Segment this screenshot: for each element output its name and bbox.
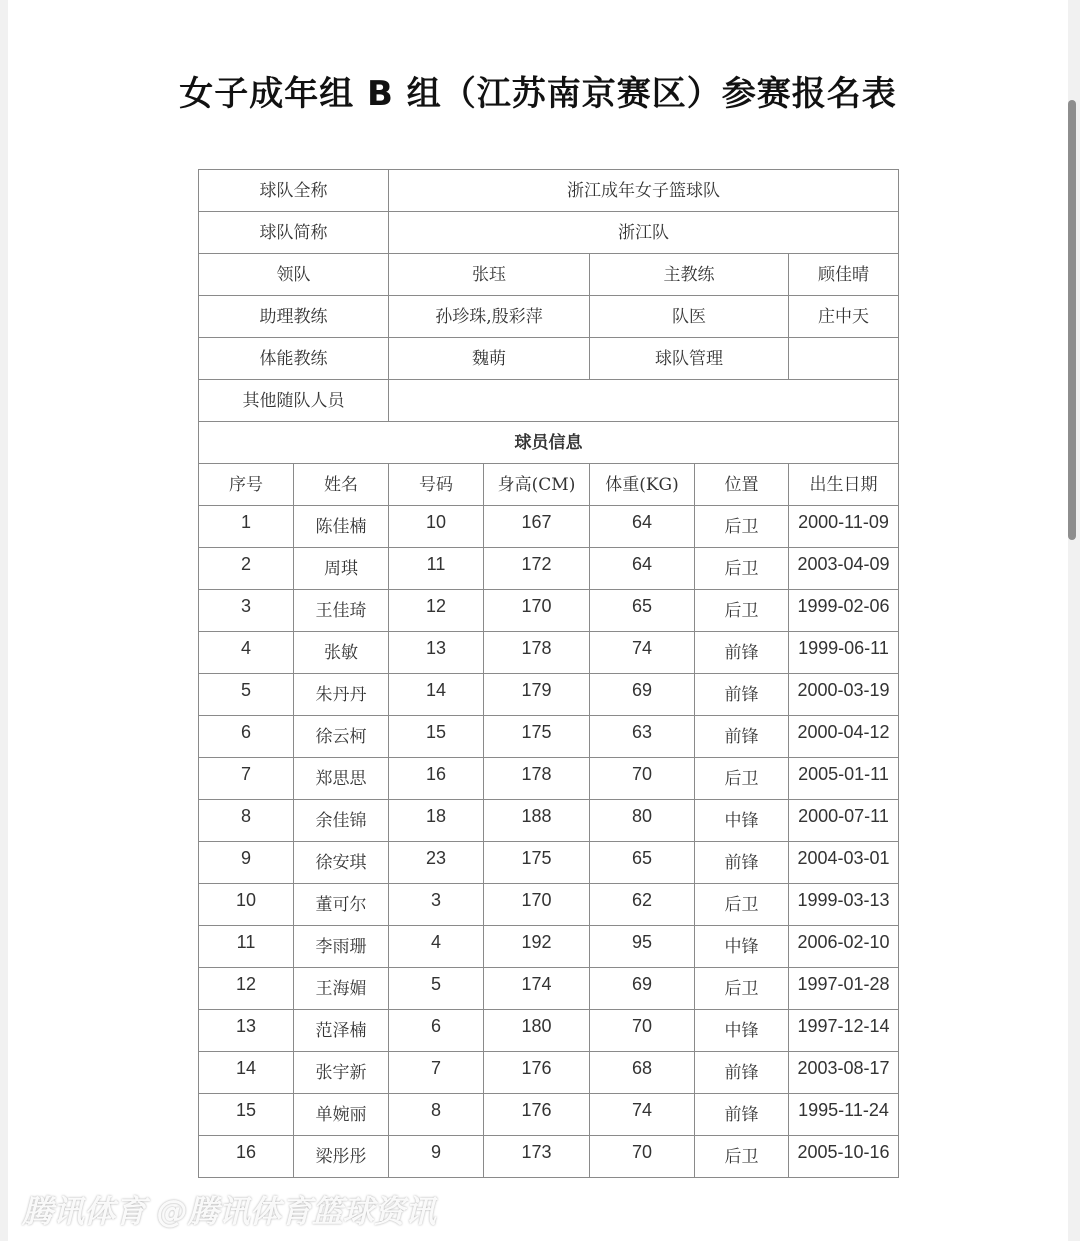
- cell-birthdate: 2000-04-12: [789, 716, 899, 758]
- cell-height: 167: [484, 506, 590, 548]
- cell-number: 3: [389, 884, 484, 926]
- player-row: [199, 1136, 899, 1178]
- fitness-label: 体能教练: [199, 338, 389, 380]
- cell-name: 陈佳楠: [294, 506, 389, 548]
- col-header-birthdate: 出生日期: [789, 464, 899, 506]
- cell-height: 172: [484, 548, 590, 590]
- cell-height: 176: [484, 1052, 590, 1094]
- col-header-position: 位置: [695, 464, 789, 506]
- player-row: [199, 800, 899, 842]
- doctor-label: 队医: [590, 296, 789, 338]
- cell-weight: 64: [590, 548, 695, 590]
- player-row: [199, 716, 899, 758]
- cell-birthdate: 1997-12-14: [789, 1010, 899, 1052]
- others-value: [389, 380, 899, 422]
- cell-number: 7: [389, 1052, 484, 1094]
- scrollbar[interactable]: [1068, 0, 1076, 1241]
- cell-weight: 70: [590, 758, 695, 800]
- player-row: [199, 842, 899, 884]
- cell-position: 后卫: [695, 884, 789, 926]
- cell-height: 188: [484, 800, 590, 842]
- cell-index: 9: [199, 842, 294, 884]
- cell-number: 11: [389, 548, 484, 590]
- cell-height: 179: [484, 674, 590, 716]
- cell-name: 董可尔: [294, 884, 389, 926]
- cell-name: 郑思思: [294, 758, 389, 800]
- cell-number: 15: [389, 716, 484, 758]
- cell-name: 单婉丽: [294, 1094, 389, 1136]
- cell-height: 175: [484, 716, 590, 758]
- cell-height: 176: [484, 1094, 590, 1136]
- player-row: [199, 674, 899, 716]
- cell-index: 3: [199, 590, 294, 632]
- full-name-row: [199, 170, 899, 212]
- cell-birthdate: 2000-03-19: [789, 674, 899, 716]
- short-name-row: [199, 212, 899, 254]
- cell-birthdate: 2000-11-09: [789, 506, 899, 548]
- assistant-row: [199, 296, 899, 338]
- players-header-row: [199, 464, 899, 506]
- cell-name: 李雨珊: [294, 926, 389, 968]
- cell-height: 170: [484, 590, 590, 632]
- cell-number: 4: [389, 926, 484, 968]
- cell-height: 178: [484, 632, 590, 674]
- cell-number: 5: [389, 968, 484, 1010]
- cell-birthdate: 2000-07-11: [789, 800, 899, 842]
- fitness-value: 魏萌: [389, 338, 590, 380]
- cell-birthdate: 1999-02-06: [789, 590, 899, 632]
- cell-number: 23: [389, 842, 484, 884]
- cell-number: 9: [389, 1136, 484, 1178]
- cell-height: 175: [484, 842, 590, 884]
- leader-row: [199, 254, 899, 296]
- cell-position: 中锋: [695, 926, 789, 968]
- cell-index: 13: [199, 1010, 294, 1052]
- cell-height: 178: [484, 758, 590, 800]
- cell-weight: 74: [590, 632, 695, 674]
- players-section-row: [199, 422, 899, 464]
- cell-weight: 70: [590, 1136, 695, 1178]
- cell-position: 后卫: [695, 590, 789, 632]
- cell-birthdate: 2005-10-16: [789, 1136, 899, 1178]
- player-row: [199, 884, 899, 926]
- cell-name: 徐安琪: [294, 842, 389, 884]
- cell-number: 8: [389, 1094, 484, 1136]
- leader-label: 领队: [199, 254, 389, 296]
- cell-position: 前锋: [695, 674, 789, 716]
- cell-index: 14: [199, 1052, 294, 1094]
- scrollbar-thumb[interactable]: [1068, 100, 1076, 540]
- leader-value: 张珏: [389, 254, 590, 296]
- cell-position: 中锋: [695, 800, 789, 842]
- cell-weight: 62: [590, 884, 695, 926]
- cell-weight: 65: [590, 842, 695, 884]
- assistant-label: 助理教练: [199, 296, 389, 338]
- col-header-weight: 体重(KG): [590, 464, 695, 506]
- cell-index: 2: [199, 548, 294, 590]
- cell-number: 13: [389, 632, 484, 674]
- head-coach-value: 顾佳晴: [789, 254, 899, 296]
- cell-index: 1: [199, 506, 294, 548]
- full-name-value: 浙江成年女子篮球队: [389, 170, 899, 212]
- player-row: [199, 1052, 899, 1094]
- cell-position: 后卫: [695, 506, 789, 548]
- cell-number: 14: [389, 674, 484, 716]
- player-row: [199, 926, 899, 968]
- player-row: [199, 758, 899, 800]
- watermark: 腾讯体育 @腾讯体育篮球资讯: [22, 1194, 436, 1230]
- cell-position: 后卫: [695, 548, 789, 590]
- cell-weight: 95: [590, 926, 695, 968]
- others-row: [199, 380, 899, 422]
- doctor-value: 庄中天: [789, 296, 899, 338]
- cell-name: 梁彤彤: [294, 1136, 389, 1178]
- cell-weight: 74: [590, 1094, 695, 1136]
- player-row: [199, 1094, 899, 1136]
- cell-position: 前锋: [695, 716, 789, 758]
- player-row: [199, 548, 899, 590]
- document-page: [8, 0, 1068, 1241]
- head-coach-label: 主教练: [590, 254, 789, 296]
- col-header-height: 身高(CM): [484, 464, 590, 506]
- cell-position: 中锋: [695, 1010, 789, 1052]
- fitness-row: [199, 338, 899, 380]
- cell-name: 徐云柯: [294, 716, 389, 758]
- cell-index: 15: [199, 1094, 294, 1136]
- cell-index: 12: [199, 968, 294, 1010]
- cell-index: 16: [199, 1136, 294, 1178]
- cell-birthdate: 2005-01-11: [789, 758, 899, 800]
- manager-value: [789, 338, 899, 380]
- cell-name: 范泽楠: [294, 1010, 389, 1052]
- player-row: [199, 506, 899, 548]
- cell-weight: 70: [590, 1010, 695, 1052]
- cell-index: 11: [199, 926, 294, 968]
- col-header-name: 姓名: [294, 464, 389, 506]
- cell-birthdate: 2006-02-10: [789, 926, 899, 968]
- cell-birthdate: 1999-06-11: [789, 632, 899, 674]
- manager-label: 球队管理: [590, 338, 789, 380]
- cell-height: 174: [484, 968, 590, 1010]
- full-name-label: 球队全称: [199, 170, 389, 212]
- cell-name: 周琪: [294, 548, 389, 590]
- cell-name: 王佳琦: [294, 590, 389, 632]
- col-header-index: 序号: [199, 464, 294, 506]
- cell-name: 张敏: [294, 632, 389, 674]
- cell-position: 后卫: [695, 1136, 789, 1178]
- cell-birthdate: 2003-04-09: [789, 548, 899, 590]
- players-section-title: 球员信息: [199, 422, 899, 464]
- cell-index: 8: [199, 800, 294, 842]
- cell-index: 10: [199, 884, 294, 926]
- cell-birthdate: 1997-01-28: [789, 968, 899, 1010]
- registration-table: [198, 169, 899, 1178]
- cell-weight: 80: [590, 800, 695, 842]
- col-header-number: 号码: [389, 464, 484, 506]
- player-row: [199, 590, 899, 632]
- cell-index: 7: [199, 758, 294, 800]
- cell-weight: 65: [590, 590, 695, 632]
- cell-name: 朱丹丹: [294, 674, 389, 716]
- cell-height: 192: [484, 926, 590, 968]
- cell-height: 173: [484, 1136, 590, 1178]
- cell-number: 6: [389, 1010, 484, 1052]
- player-row: [199, 968, 899, 1010]
- cell-index: 4: [199, 632, 294, 674]
- short-name-value: 浙江队: [389, 212, 899, 254]
- cell-weight: 68: [590, 1052, 695, 1094]
- cell-index: 5: [199, 674, 294, 716]
- cell-number: 18: [389, 800, 484, 842]
- cell-number: 10: [389, 506, 484, 548]
- cell-weight: 64: [590, 506, 695, 548]
- cell-weight: 63: [590, 716, 695, 758]
- cell-name: 余佳锦: [294, 800, 389, 842]
- cell-name: 王海媚: [294, 968, 389, 1010]
- cell-position: 后卫: [695, 968, 789, 1010]
- cell-number: 16: [389, 758, 484, 800]
- cell-position: 前锋: [695, 1094, 789, 1136]
- assistant-value: 孙珍珠,殷彩萍: [389, 296, 590, 338]
- cell-number: 12: [389, 590, 484, 632]
- cell-name: 张宇新: [294, 1052, 389, 1094]
- short-name-label: 球队简称: [199, 212, 389, 254]
- cell-birthdate: 1995-11-24: [789, 1094, 899, 1136]
- others-label: 其他随队人员: [199, 380, 389, 422]
- player-row: [199, 632, 899, 674]
- cell-index: 6: [199, 716, 294, 758]
- cell-position: 前锋: [695, 632, 789, 674]
- cell-birthdate: 2004-03-01: [789, 842, 899, 884]
- cell-birthdate: 2003-08-17: [789, 1052, 899, 1094]
- cell-weight: 69: [590, 674, 695, 716]
- cell-height: 180: [484, 1010, 590, 1052]
- cell-position: 后卫: [695, 758, 789, 800]
- cell-birthdate: 1999-03-13: [789, 884, 899, 926]
- page-title: 女子成年组 B 组（江苏南京赛区）参赛报名表: [179, 74, 897, 114]
- cell-position: 前锋: [695, 1052, 789, 1094]
- player-row: [199, 1010, 899, 1052]
- cell-position: 前锋: [695, 842, 789, 884]
- cell-weight: 69: [590, 968, 695, 1010]
- cell-height: 170: [484, 884, 590, 926]
